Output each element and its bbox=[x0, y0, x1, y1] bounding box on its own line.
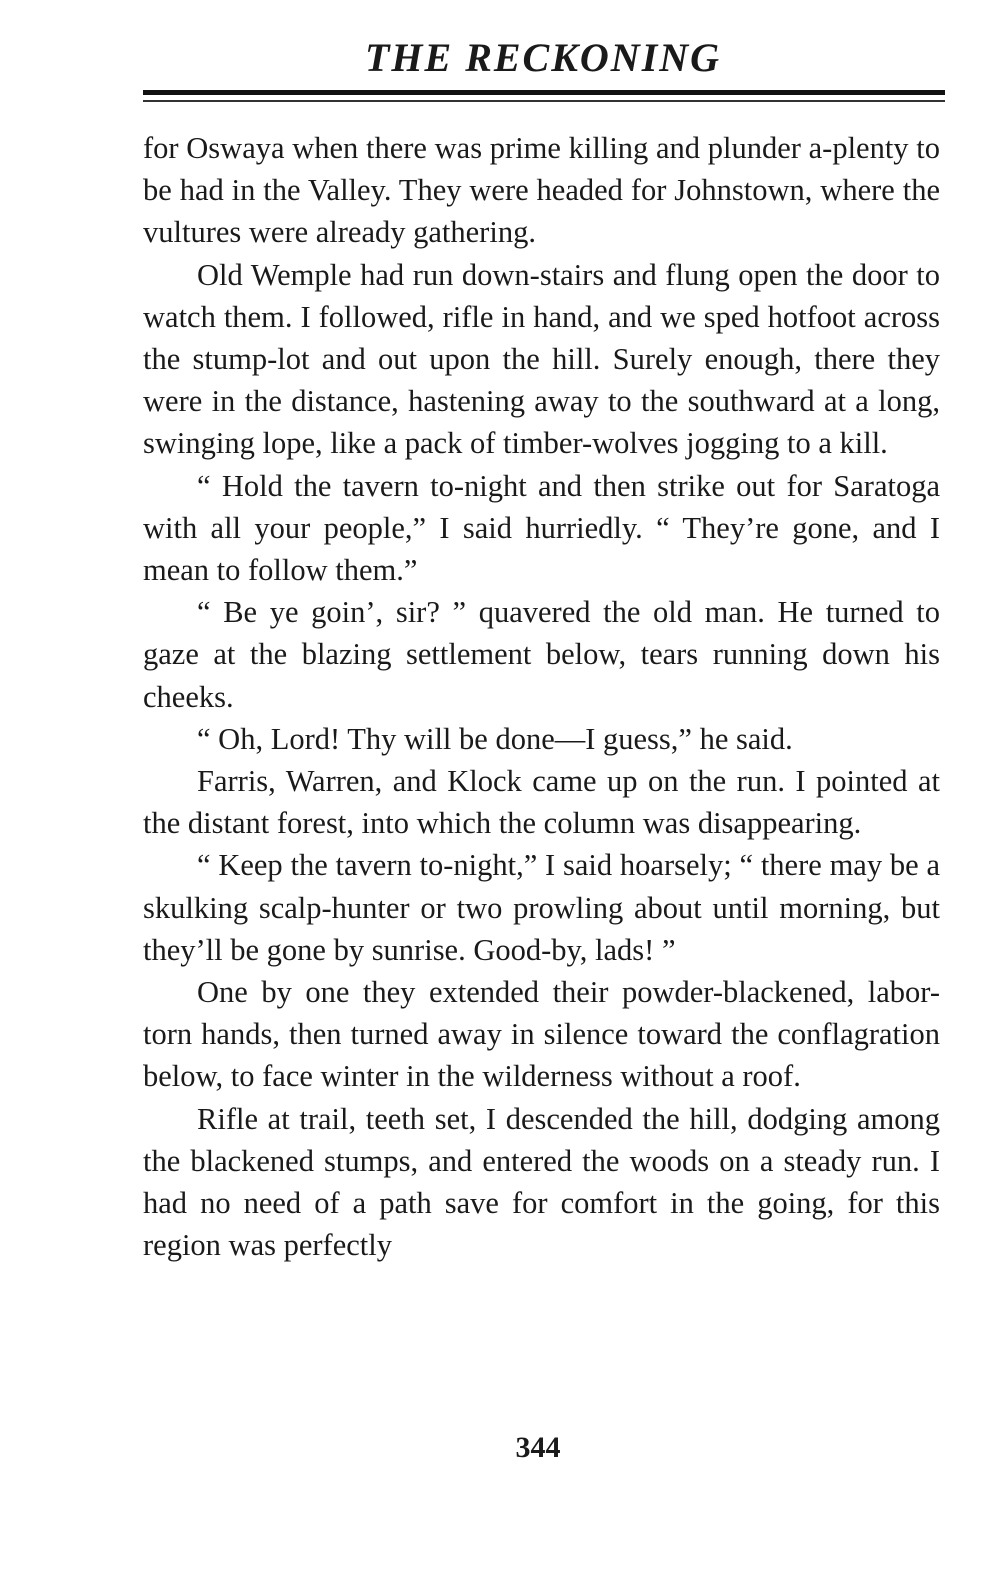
paragraph-5: “ Oh, Lord! Thy will be done—I guess,” he said. bbox=[197, 721, 793, 756]
paragraph-7: “ Keep the tavern to-night,” I said hoarsely; “ there may be a skulking scalp-hunter or two prowling about until morning, but they’ll be gone by sunrise. Good-by, lads! ” bbox=[143, 848, 940, 967]
paragraph-8: One by one they extended their powder-blackened, labor-torn hands, then turned away in silence toward the conflagration below, to face winter in the wilderness without a roof. bbox=[143, 975, 940, 1094]
paragraph-2: Old Wemple had run down-stairs and flung open the door to watch them. I followed, rifle in hand, and we sped hotfoot across the stump-lot and out upon the hill. Surely enough, there they were in the distance, hastening away to the southward at a long, swinging lope, like a pack of timber-wolves jogging to a kill. bbox=[143, 257, 940, 461]
paragraph-6: Farris, Warren, and Klock came up on the run. I pointed at the distant forest, into which the column was disappearing. bbox=[143, 764, 940, 841]
paragraph-3: “ Hold the tavern to-night and then strike out for Saratoga with all your people,” I said hurriedly. “ They’re gone, and I mean to follow them.” bbox=[143, 468, 940, 588]
header-rule-thin bbox=[143, 100, 945, 102]
header-rule-thick bbox=[143, 90, 945, 95]
page-number: 344 bbox=[515, 1431, 561, 1464]
running-title: THE RECKONING bbox=[364, 35, 722, 80]
paragraph-4: “ Be ye goin’, sir? ” quavered the old man. He turned to gaze at the blazing settlement below, tears running down his cheeks. bbox=[143, 595, 940, 714]
paragraph-1: for Oswaya when there was prime killing and plunder a-plenty to be had in the Valley. They were headed for Johnstown, where the vultures were already gathering. bbox=[143, 131, 940, 250]
body-text bbox=[143, 127, 940, 1266]
paragraph-9: Rifle at trail, teeth set, I descended the hill, dodging among the blackened stumps, and entered the woods on a steady run. I had no need of a path save for comfort in the going, for this region was perfectly bbox=[143, 1101, 940, 1263]
